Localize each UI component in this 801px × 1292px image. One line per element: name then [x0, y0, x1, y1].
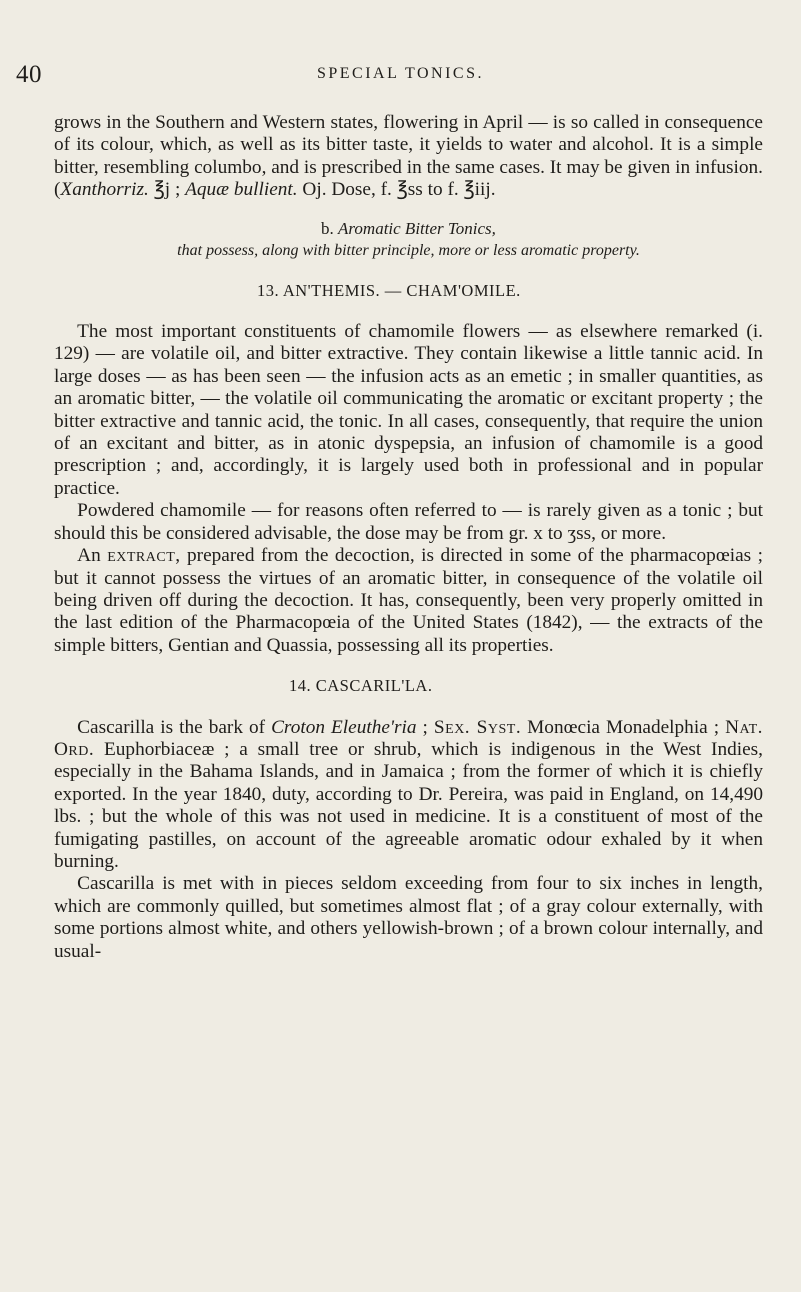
subsection-heading — [54, 218, 763, 240]
page-body — [54, 112, 763, 963]
s14-p1-a: Cascarilla is the bark of — [77, 716, 272, 738]
s14-p1-species: Croton Eleuthe'ria — [271, 716, 417, 738]
para3-lead: An — [77, 545, 108, 567]
s14-p1-nat-ord: Nat. Ord. — [54, 716, 763, 760]
opening-text-c: Oj. Dose, f. ℥ss to f. ℥iij. — [297, 179, 496, 201]
s14-p1-b: ; — [416, 716, 434, 738]
para3-extract-term: extract, — [107, 545, 181, 567]
page-header — [0, 62, 801, 88]
opening-text-b: ℥j ; — [148, 179, 186, 201]
subsection-label: b. — [321, 218, 334, 238]
s14-p1-d: Euphorbiaceæ ; a small tree or shrub, which is indigenous in the West Indies, especially in the Bahama Islands, and in Jamaica ; from the former of which it is chiefly exported. In the year 1840, duty, according to Dr. Pereira, was paid in England, on 14,490 lbs. ; but the whole of this was not used in medicine. It is a constituent of most of the fumigating pastilles, on account of the agreeable aromatic odour exhaled by it when burning. — [54, 738, 763, 872]
opening-italic-a: Xanthorriz. — [60, 179, 149, 201]
s14-p1-c: Monœcia Monadelphia ; — [521, 716, 726, 738]
section-13-paragraph-2: Powdered chamomile — for reasons often referred to — is rarely given as a tonic ; but should this be considered advisable, the dose may be from gr. x to ʒss, or more. — [54, 500, 763, 544]
page-number: 40 — [16, 61, 42, 88]
section-14-heading: 14. CASCARIL'LA. — [289, 676, 433, 696]
section-14-paragraph-1 — [54, 717, 763, 874]
s14-p1-sex-syst: Sex. Syst. — [433, 716, 522, 738]
section-13-paragraph-1: The most important constituents of chamomile flowers — as elsewhere remarked (i. 129) — are volatile oil, and bitter extractive. They contain likewise a little tannic acid. In large doses — as has been seen — the infusion acts as an emetic ; in smaller quantities, as an aromatic bitter, — the volatile oil communicating the aromatic or excitant property ; the bitter extractive and tannic acid, the tonic. In all cases, consequently, that require the union of an excitant and bitter, as in atonic dyspepsia, an infusion of chamomile is a good prescription ; and, accordingly, it is largely used both in professional and in popular practice. — [54, 321, 763, 499]
subsection-description: that possess, along with bitter principle, more or less aromatic property. — [177, 241, 640, 259]
subsection-title: Aromatic Bitter Tonics, — [338, 218, 496, 238]
opening-paragraph — [54, 112, 763, 202]
opening-italic-b: Aquæ bullient. — [185, 179, 298, 201]
para3-rest: prepared from the decoction, is directed in some of the pharmacopœias ; but it cannot possess the virtues of an aromatic bitter, in consequence of the volatile oil being driven off during the decoction. It has, consequently, been very properly omitted in the last edition of the Pharmacopœia of the United States (1842), — the extracts of the simple bitters, Gentian and Quassia, possessing all its properties. — [54, 545, 763, 656]
opening-text-a: grows in the Southern and Western states, flowering in April — is so called in consequence of its colour, which, as well as its bitter taste, it yields to water and alcohol. It is a simple bitter, resembling columbo, and is prescribed in the same cases. It may be given in infusion. ( — [54, 112, 763, 201]
section-13-paragraph-3 — [54, 545, 763, 657]
running-head: SPECIAL TONICS. — [316, 65, 484, 82]
section-13-heading: 13. AN'THEMIS. — CHAM'OMILE. — [257, 280, 521, 300]
section-14-paragraph-2: Cascarilla is met with in pieces seldom exceeding from four to six inches in length, which are commonly quilled, but sometimes almost flat ; of a gray colour externally, with some portions almost white, and others yellowish-brown ; of a brown colour internally, and usual- — [54, 873, 763, 962]
